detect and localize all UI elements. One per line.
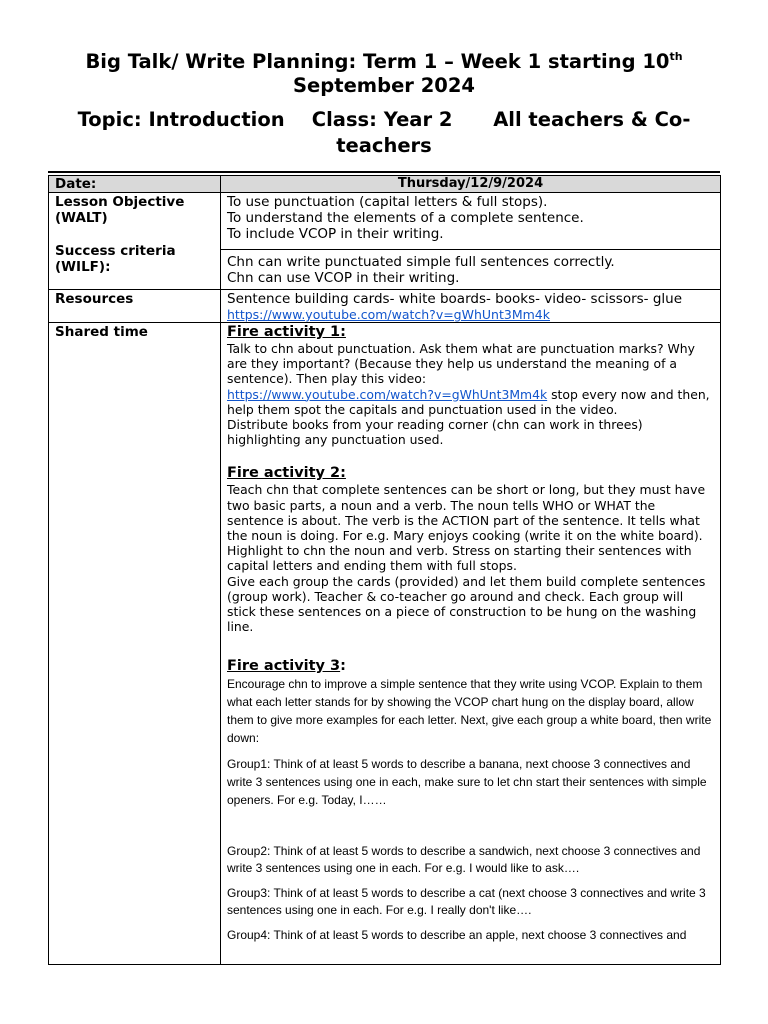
fire-activity-1-text: Talk to chn about punctuation. Ask them what are punctuation marks? Why are they important? (Because they help us understand the meaning of a sentence). Then play this video: https://www.youtube.com/watch?v=gWhUnt3Mm4k stop every now and then, help them spot the capitals and punctuation used in the video. — [227, 341, 710, 417]
topic-heading — [40, 107, 728, 159]
resources-row — [49, 290, 721, 323]
group2-text: Group2: Think of at least 5 words to describe a sandwich, next choose 3 connectives and write 3 sentences using one in each. For e.g. I would like to ask…. — [227, 844, 701, 876]
page-title — [40, 45, 728, 98]
success-label-1: Success criteria — [55, 243, 176, 259]
success-item: Chn can write punctuated simple full sentences correctly. — [227, 254, 615, 270]
group4-text: Group4: Think of at least 5 words to describe an apple, next choose 3 connectives and — [227, 928, 687, 943]
group3-text: Group3: Think of at least 5 words to describe a cat (next choose 3 connectives and write 3 sentences using one in each. For e.g. I really don't like…. — [227, 886, 706, 918]
group1-text: Group1: Think of at least 5 words to describe a banana, next choose 3 connectives and write 3 sentences using one in each, make sure to let chn start their sentences with simple openers. For e.g. Today, I…… — [227, 757, 707, 808]
title-superscript: th — [669, 50, 683, 63]
resources-video-link[interactable]: https://www.youtube.com/watch?v=gWhUnt3Mm4k — [227, 307, 550, 322]
shared-time-row — [49, 323, 721, 965]
objective-success-label — [49, 193, 221, 290]
resources-cell — [221, 290, 721, 323]
date-label: Date: — [49, 176, 221, 193]
topic-text: Topic: Introduction — [77, 108, 285, 131]
date-value: Thursday/12/9/2024 — [221, 176, 721, 193]
success-item: Chn can use VCOP in their writing. — [227, 270, 460, 286]
table-top-rule — [48, 171, 720, 173]
shared-time-cell — [221, 323, 721, 965]
objective-item: To use punctuation (capital letters & full stops). — [227, 194, 548, 210]
teachers-text-a: All teachers & Co- — [493, 108, 691, 131]
objective-row — [49, 193, 721, 250]
planning-table — [48, 175, 721, 965]
fire-activity-3-text: Encourage chn to improve a simple sentence that they write using VCOP. Explain to them what each letter stands for by showing the VCOP chart hung on the display board, allow them to give more examples for each letter. Next, give each group a white board, then write down: — [227, 677, 712, 746]
objective-item: To understand the elements of a complete sentence. — [227, 210, 584, 226]
success-label-2: (WILF): — [55, 259, 111, 275]
success-cell — [221, 250, 721, 290]
objective-item: To include VCOP in their writing. — [227, 226, 444, 242]
resources-label: Resources — [49, 290, 221, 323]
class-text: Class: Year 2 — [311, 108, 453, 131]
title-line2: September 2024 — [293, 74, 475, 97]
resources-text: Sentence building cards- white boards- books- video- scissors- glue — [227, 291, 683, 307]
fire-activity-2-text-2: Give each group the cards (provided) and let them build complete sentences (group work). Teacher & co-teacher go around and check. Each group will stick these sentences on a piece of construction to be hung on the washing line. — [227, 573, 706, 635]
fire-activity-2-text: Teach chn that complete sentences can be short or long, but they must have two basic parts, a noun and a verb. The noun tells WHO or WHAT the sentence is about. The verb is the ACTION part of the sentence. It tells what the noun is doing. For e.g. Mary enjoys cooking (write it on the white board). Highlight to chn the noun and verb. Stress on starting their sentences with capital letters and ending them with full stops. — [227, 482, 706, 574]
fire-activity-1-heading: Fire activity 1: — [227, 324, 346, 340]
fire-activity-1-text-2: Distribute books from your reading corner (chn can work in threes) highlighting any punctuation used. — [227, 417, 643, 448]
date-row — [49, 176, 721, 193]
fire-activity-1-video-link[interactable]: https://www.youtube.com/watch?v=gWhUnt3Mm4k — [227, 386, 548, 402]
title-line1: Big Talk/ Write Planning: Term 1 – Week 1 starting 10 — [85, 50, 670, 73]
objective-label-2: (WALT) — [55, 210, 108, 226]
fire-activity-2-heading: Fire activity 2: — [227, 465, 346, 482]
teachers-text-b: teachers — [336, 134, 432, 157]
objective-cell — [221, 193, 721, 250]
fire-activity-3-heading: Fire activity 3: — [227, 658, 346, 675]
shared-time-label: Shared time — [49, 323, 221, 965]
objective-label-1: Lesson Objective — [55, 194, 185, 210]
